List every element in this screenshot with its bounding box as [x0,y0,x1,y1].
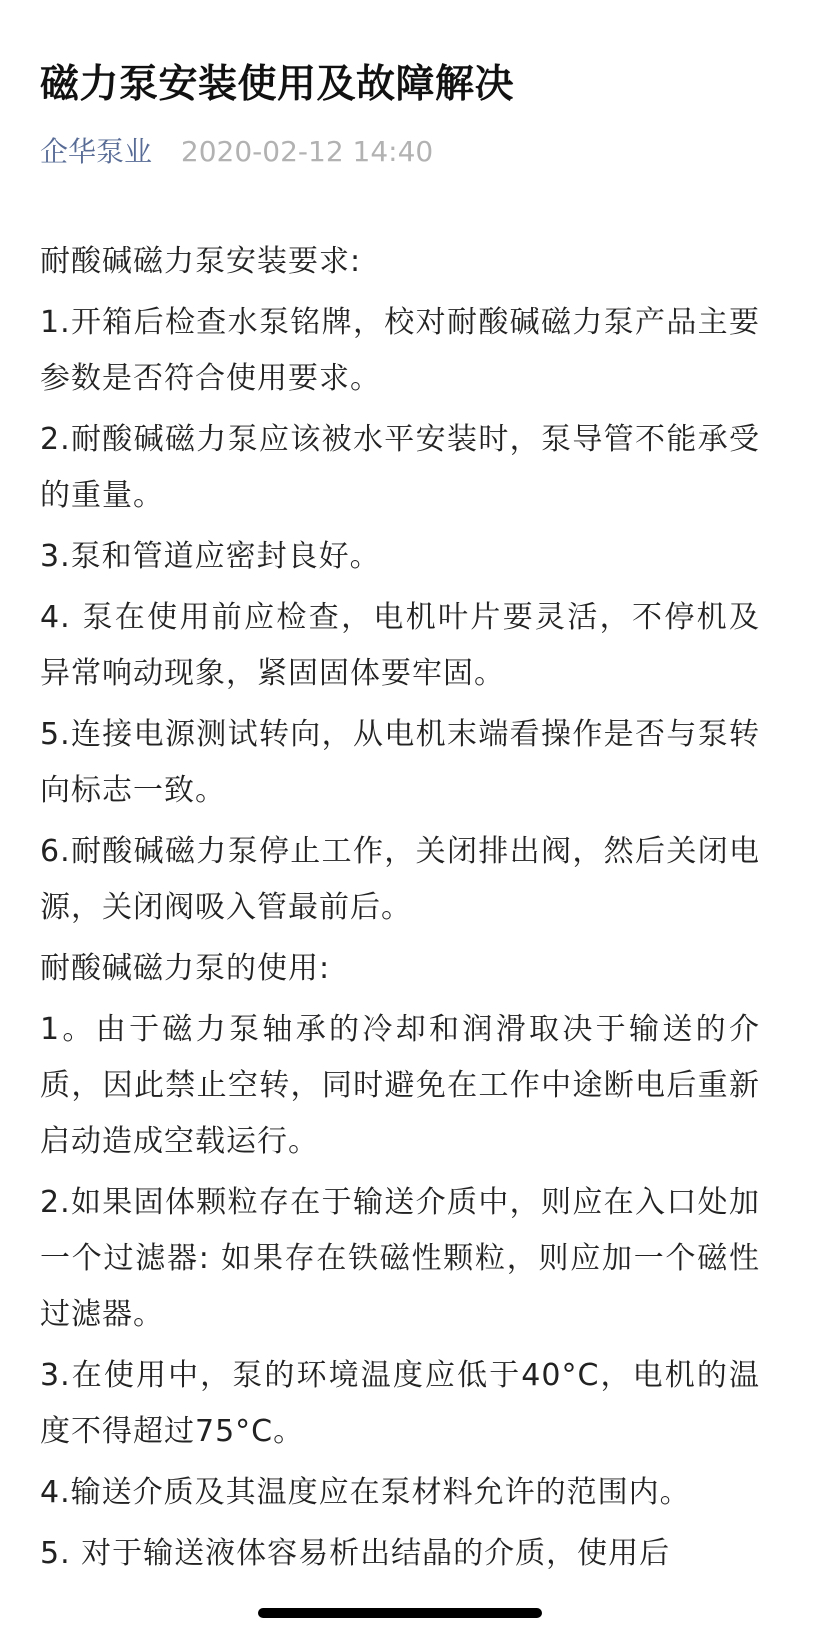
article-title: 磁力泵安装使用及故障解决 [40,62,515,107]
author-link[interactable]: 企华泵业 [40,135,153,168]
paragraph: 2.耐酸碱磁力泵应该被水平安装时，泵导管不能承受的重量。 [40,422,760,513]
paragraph: 5. 对于输送液体容易析出结晶的介质，使用后 [40,1536,671,1571]
paragraph: 5.连接电源测试转向，从电机末端看操作是否与泵转向标志一致。 [40,717,760,808]
paragraph: 1。由于磁力泵轴承的冷却和润滑取决于输送的介质，因此禁止空转，同时避免在工作中途断电后重新启动造成空载运行。 [40,1012,760,1159]
paragraph: 耐酸碱磁力泵的使用: [40,951,331,986]
publish-time: 2020-02-12 14:40 [180,135,434,168]
paragraph: 4.输送介质及其温度应在泵材料允许的范围内。 [40,1475,691,1510]
home-indicator[interactable] [258,1608,542,1618]
paragraph: 4. 泵在使用前应检查，电机叶片要灵活，不停机及异常响动现象，紧固固体要牢固。 [40,600,760,691]
paragraph: 6.耐酸碱磁力泵停止工作，关闭排出阀，然后关闭电源，关闭阀吸入管最前后。 [40,834,760,925]
article [40,0,760,1587]
paragraph: 2.如果固体颗粒存在于输送介质中，则应在入口处加一个过滤器: 如果存在铁磁性颗粒，则应加一个磁性过滤器。 [40,1185,760,1332]
paragraph: 3.在使用中，泵的环境温度应低于40°C，电机的温度不得超过75°C。 [40,1358,760,1449]
paragraph: 1.开箱后检查水泵铭牌，校对耐酸碱磁力泵产品主要参数是否符合使用要求。 [40,305,760,396]
article-content [40,234,760,1582]
article-meta [40,127,760,177]
paragraph: 3.泵和管道应密封良好。 [40,539,381,574]
paragraph: 耐酸碱磁力泵安装要求: [40,244,362,279]
